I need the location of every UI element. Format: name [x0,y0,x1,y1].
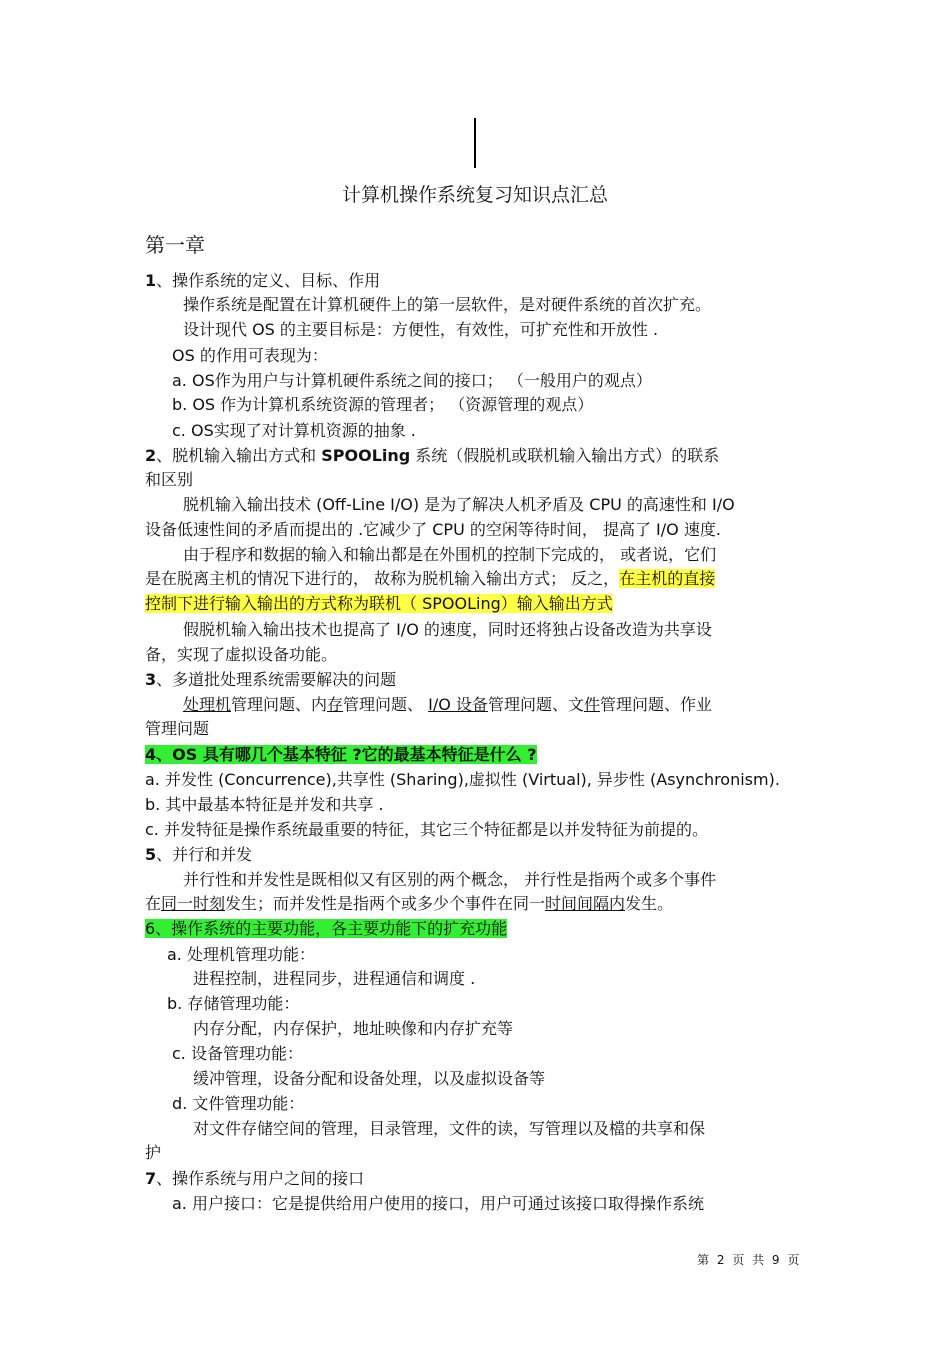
text-segment: 管理问题、文 [487,695,584,714]
text-segment: c. 并发特征是操作系统最重要的特征，其它三个特征都是以并发特征为前提的。 [145,820,708,839]
text-segment: 、操作系统的定义、目标、作用 [156,271,381,290]
text-segment: c. OS实现了对计算机资源的抽象 . [172,421,416,440]
text-line [183,544,716,566]
text-segment: 存 [327,695,344,714]
page-title: 计算机操作系统复习知识点汇总 [341,184,608,206]
text-segment: b. OS 作为计算机系统资源的管理者； （资源管理的观点） [172,395,594,414]
text-segment: b. 存储管理功能： [167,994,300,1013]
text-line [145,519,721,541]
text-line [193,968,475,990]
text-line [172,420,416,442]
text-segment: 操作系统是配置在计算机硬件上的第一层软件，是对硬件系统的首次扩充。 [183,295,712,314]
text-line [183,319,658,341]
text-line [145,1142,161,1164]
text-segment: 发生。 [625,894,674,913]
text-segment: 6、操作系统的主要功能，各主要功能下的扩充功能 [145,919,508,938]
text-segment: 缓冲管理，设备分配和设备处理，以及虚拟设备等 [193,1069,546,1088]
text-line [167,944,315,966]
text-line [172,1043,303,1065]
text-segment: a. OS作为用户与计算机硬件系统之间的接口； （一般用户的观点） [172,371,652,390]
text-segment: 控制下进行输入输出的方式称为联机（ SPOOLing）输入输出方式 [145,594,613,613]
text-line [145,718,209,740]
text-segment: 内存分配，内存保护，地址映像和内存扩充等 [193,1019,514,1038]
text-segment: 、脱机输入输出方式和 [156,446,322,465]
text-segment: 、并行和并发 [156,845,253,864]
text-line [145,669,396,691]
text-line [145,644,337,666]
text-segment: SPOOLing [321,446,411,465]
text-segment: 发生；而并发性是指两个或多少个事件在同一 [225,894,546,913]
text-line [145,893,673,915]
text-segment: 1 [145,271,157,290]
text-line [145,744,537,766]
text-segment: 、操作系统与用户之间的接口 [156,1169,365,1188]
text-segment: 5 [145,845,157,864]
text-line [167,993,299,1015]
text-segment: 管理问题、内 [231,695,328,714]
text-segment: 设备低速性间的矛盾而提出的 .它减少了 CPU 的空闲等待时间， 提高了 I/O 速度. [145,520,721,539]
text-segment: 管理问题、 [343,695,429,714]
text-segment: 脱机输入输出技术 (Off-Line I/O) 是为了解决人机矛盾及 CPU 的高速性和 I/O [183,495,735,514]
text-line [172,1093,304,1115]
text-segment: a. 处理机管理功能： [167,945,315,964]
text-segment: 在主机的直接 [619,569,716,588]
text-segment: 同一时刻 [161,894,226,913]
text-segment: 进程控制，进程同步，进程通信和调度 . [193,969,476,988]
text-line [145,794,384,816]
text-line [145,769,780,791]
text-segment: 假脱机输入输出技术也提高了 I/O 的速度，同时还将独占设备改造为共享设 [183,620,712,639]
text-line [183,869,716,891]
text-segment: 设计现代 OS 的主要目标是：方便性，有效性，可扩充性和开放性 . [183,320,659,339]
text-line [193,1068,545,1090]
text-line [183,619,712,641]
text-segment: I/O 设备 [428,695,488,714]
text-segment: 并行性和并发性是既相似又有区别的两个概念， 并行性是指两个或多个事件 [183,870,717,889]
header-rule [474,118,476,168]
text-line [183,694,712,716]
text-segment: 系统（假脱机或联机输入输出方式）的联系 [410,446,720,465]
chapter-heading: 第一章 [145,233,205,257]
text-line [145,844,252,866]
text-line [145,270,380,292]
text-segment: a. 并发性 (Concurrence),共享性 (Sharing),虚拟性 (Virtual), 异步性 (Asynchronism). [145,770,780,789]
text-line [145,469,193,491]
text-line [193,1018,513,1040]
text-segment: 对文件存储空间的管理，目录管理，文件的读，写管理以及檔的共享和保 [193,1119,706,1138]
text-line [145,568,715,590]
text-segment: 在 [145,894,162,913]
text-line [145,819,708,841]
text-line [193,1118,705,1140]
text-line [145,918,507,940]
text-segment: 和区别 [145,470,194,489]
text-segment: 件 [583,695,600,714]
text-line [183,494,735,516]
text-segment: d. 文件管理功能： [172,1094,305,1113]
text-segment: 7 [145,1169,157,1188]
text-segment: 护 [145,1143,162,1162]
text-segment: 处理机 [183,695,232,714]
text-segment: a. 用户接口：它是提供给用户使用的接口，用户可通过该接口取得操作系统 [172,1194,704,1213]
text-segment: 是在脱离主机的情况下进行的， 故称为脱机输入输出方式； 反之， [145,569,620,588]
text-line [145,593,613,615]
text-line [172,394,593,416]
text-line [145,445,719,467]
text-segment: b. 其中最基本特征是并发和共享 . [145,795,384,814]
text-line [183,294,711,316]
text-segment: OS 的作用可表现为： [172,346,328,365]
text-line [172,370,652,392]
text-segment: 、多道批处理系统需要解决的问题 [156,670,397,689]
text-segment: 备，实现了虚拟设备功能。 [145,645,338,664]
text-segment: 管理问题、作业 [599,695,712,714]
text-segment: c. 设备管理功能： [172,1044,303,1063]
text-line [145,1168,364,1190]
text-segment: 时间间隔内 [545,894,626,913]
text-line [172,1193,704,1215]
text-line [172,345,328,367]
text-segment: 4、OS 具有哪几个基本特征 ?它的最基本特征是什么 ? [145,745,537,764]
page-number: 第 2 页 共 9 页 [697,1253,802,1267]
text-segment: 管理问题 [145,719,210,738]
text-segment: 由于程序和数据的输入和输出都是在外围机的控制下完成的， 或者说，它们 [183,545,717,564]
text-segment: 3 [145,670,157,689]
text-segment: 2 [145,446,157,465]
